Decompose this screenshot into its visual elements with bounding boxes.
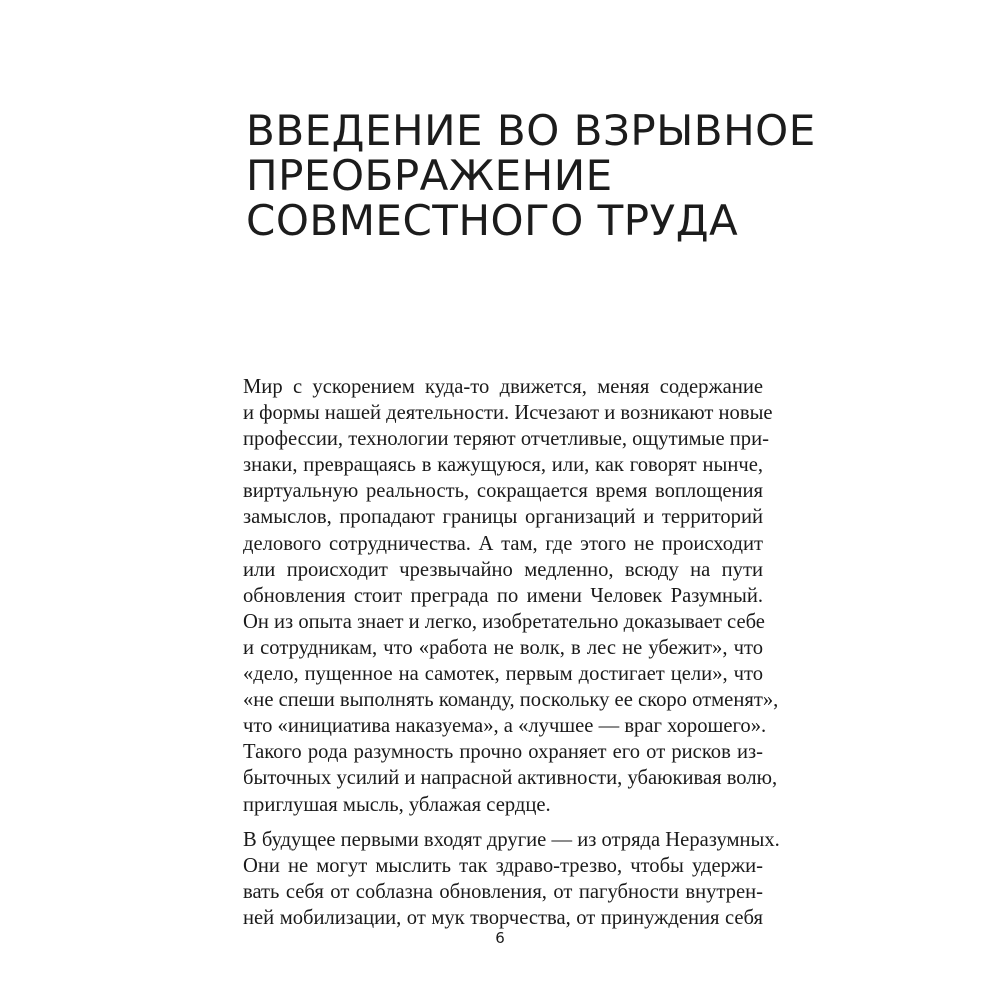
body-text: [243, 374, 780, 931]
text-line: ней мобилизации, от мук творчества, от принуждения себя: [243, 906, 763, 929]
paragraph-2: [243, 827, 780, 931]
text-line: что «инициатива наказуема», а «лучшее — враг хорошего».: [243, 715, 767, 738]
text-line: знаки, превращаясь в кажущуюся, или, как говорят нынче,: [243, 454, 763, 477]
text-line: и сотрудникам, что «работа не волк, в лес не убежит», что: [243, 636, 763, 659]
text-line: быточных усилий и напрасной активности, убаюкивая волю,: [243, 767, 778, 790]
text-line: обновления стоит преграда по имени Человек Разумный.: [243, 584, 763, 607]
text-line: делового сотрудничества. А там, где этого не происходит: [243, 532, 763, 555]
text-line: вать себя от соблазна обновления, от пагубности внутрен-: [243, 880, 763, 903]
chapter-title-line: ПРЕОБРАЖЕНИЕ: [246, 151, 613, 200]
text-line: приглушая мысль, ублажая сердце.: [243, 793, 551, 816]
text-line: Такого рода разумность прочно охраняет его от рисков из-: [243, 741, 763, 764]
paragraph-1: [243, 374, 779, 818]
text-line: «дело, пущенное на самотек, первым достигает цели», что: [243, 663, 763, 686]
text-line: профессии, технологии теряют отчетливые, ощутимые при-: [243, 428, 769, 451]
chapter-title: [246, 106, 816, 245]
text-line: виртуальную реальность, сокращается время воплощения: [243, 480, 763, 503]
chapter-title-line: ВВЕДЕНИЕ ВО ВЗРЫВНОЕ: [246, 106, 816, 155]
text-line: замыслов, пропадают границы организаций и территорий: [243, 506, 763, 529]
text-line: «не спеши выполнять команду, поскольку ее скоро отменят»,: [243, 689, 779, 712]
text-line: Они не могут мыслить так здраво-трезво, чтобы удержи-: [243, 854, 763, 877]
text-line: и формы нашей деятельности. Исчезают и возникают новые: [243, 402, 773, 425]
text-line: или происходит чрезвычайно медленно, всюду на пути: [243, 558, 763, 581]
chapter-title-line: СОВМЕСТНОГО ТРУДА: [246, 196, 739, 245]
text-line: В будущее первыми входят другие — из отряда Неразумных.: [243, 828, 780, 851]
text-line: Он из опыта знает и легко, изобретательно доказывает себе: [243, 610, 765, 633]
page-number: 6: [495, 929, 505, 947]
text-line: Мир с ускорением куда-то движется, меняя содержание: [243, 376, 763, 398]
